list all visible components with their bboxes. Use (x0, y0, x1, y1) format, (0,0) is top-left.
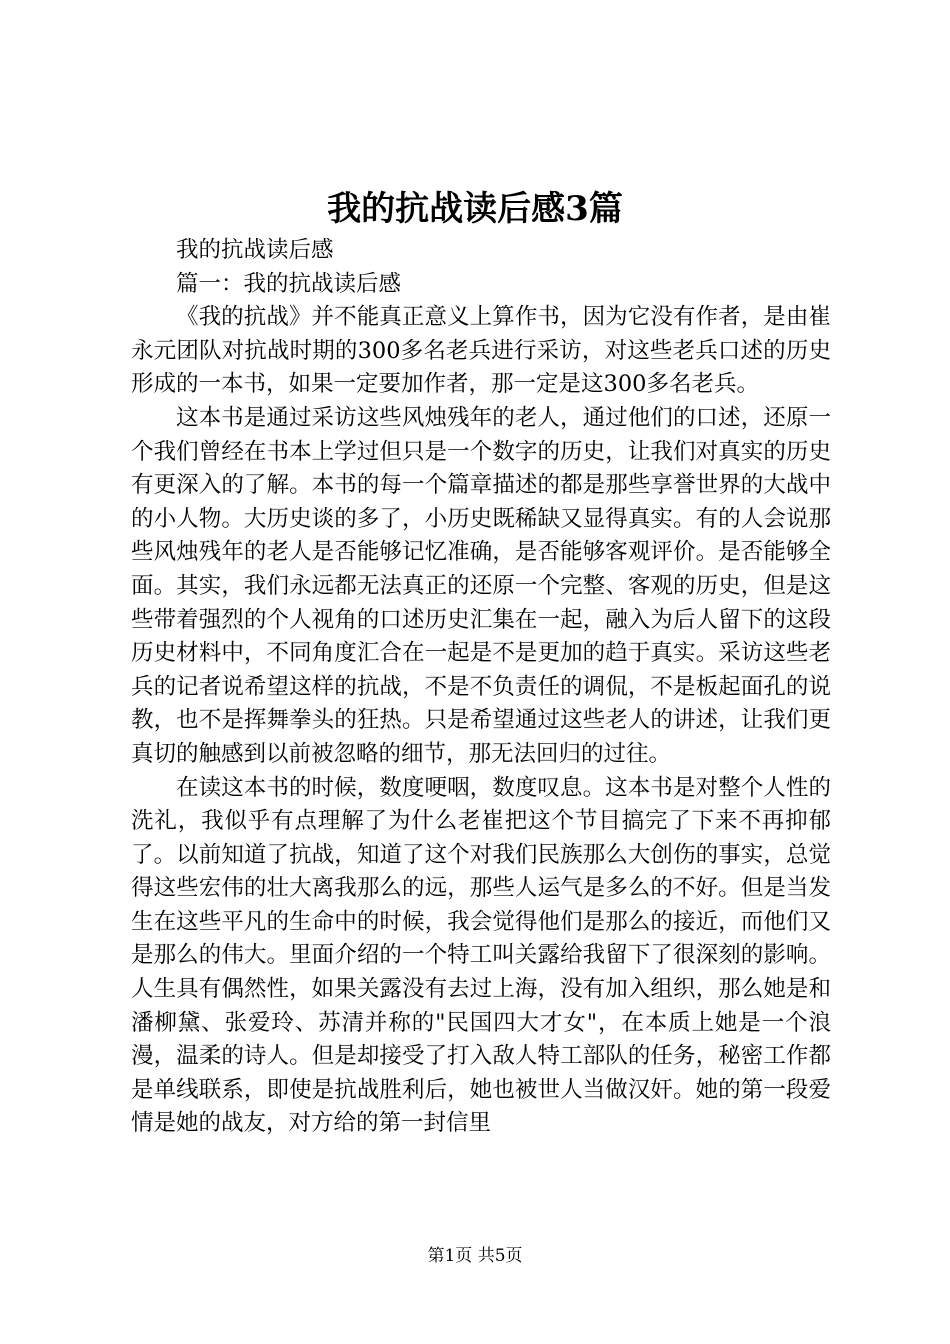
paragraph-body-1: 这本书是通过采访这些风烛残年的老人，通过他们的口述，还原一个我们曾经在书本上学过但只是一个数字的历史，让我们对真实的历史有更深入的了解。本书的每一个篇章描述的都是那些享誉世界的大战中的小人物。大历史谈的多了，小历史既稀缺又显得真实。有的人会说那些风烛残年的老人是否能够记忆准确，是否能够客观评价。是否能够全面。其实，我们永远都无法真正的还原一个完整、客观的历史，但是这些带着强烈的个人视角的口述历史汇集在一起，融入为后人留下的这段历史材料中，不同角度汇合在一起是不是更加的趋于真实。采访这些老兵的记者说希望这样的抗战，不是不负责任的调侃，不是板起面孔的说教，也不是挥舞拳头的狂热。只是希望通过这些老人的讲述，让我们更真切的触感到以前被忽略的细节，那无法回归的过往。 (131, 404, 831, 767)
paragraph-subtitle: 我的抗战读后感 (176, 237, 334, 263)
paragraph-section-heading: 篇一：我的抗战读后感 (176, 270, 402, 297)
page-footer: 第1页 共5页 (427, 1246, 523, 1266)
paragraph-intro: 《我的抗战》并不能真正意义上算作书，因为它没有作者，是由崔永元团队对抗战时期的300多名老兵进行采访，对这些老兵口述的历史形成的一本书，如果一定要加作者，那一定是这300多名老兵。 (131, 304, 831, 398)
paragraph-body-2: 在读这本书的时候，数度哽咽，数度叹息。这本书是对整个人性的洗礼，我似乎有点理解了为什么老崔把这个节目搞完了下来不再抑郁了。以前知道了抗战，知道了这个对我们民族那么大创伤的事实，总觉得这些宏伟的壮大离我那么的远，那些人运气是多么的不好。但是当发生在这些平凡的生命中的时候，我会觉得他们是那么的接近，而他们又是那么的伟大。里面介绍的一个特工叫关露给我留下了很深刻的影响。人生具有偶然性，如果关露没有去过上海，没有加入组织，那么她是和潘柳黛、张爱玲、苏清并称的"民国四大才女"，在本质上她是一个浪漫，温柔的诗人。但是却接受了打入敌人特工部队的任务，秘密工作都是单线联系，即使是抗战胜利后，她也被世人当做汉奸。她的第一段爱情是她的战友，对方给的第一封信里 (131, 774, 831, 1137)
document-title: 我的抗战读后感3篇 (327, 189, 623, 229)
document-body (131, 234, 831, 1141)
